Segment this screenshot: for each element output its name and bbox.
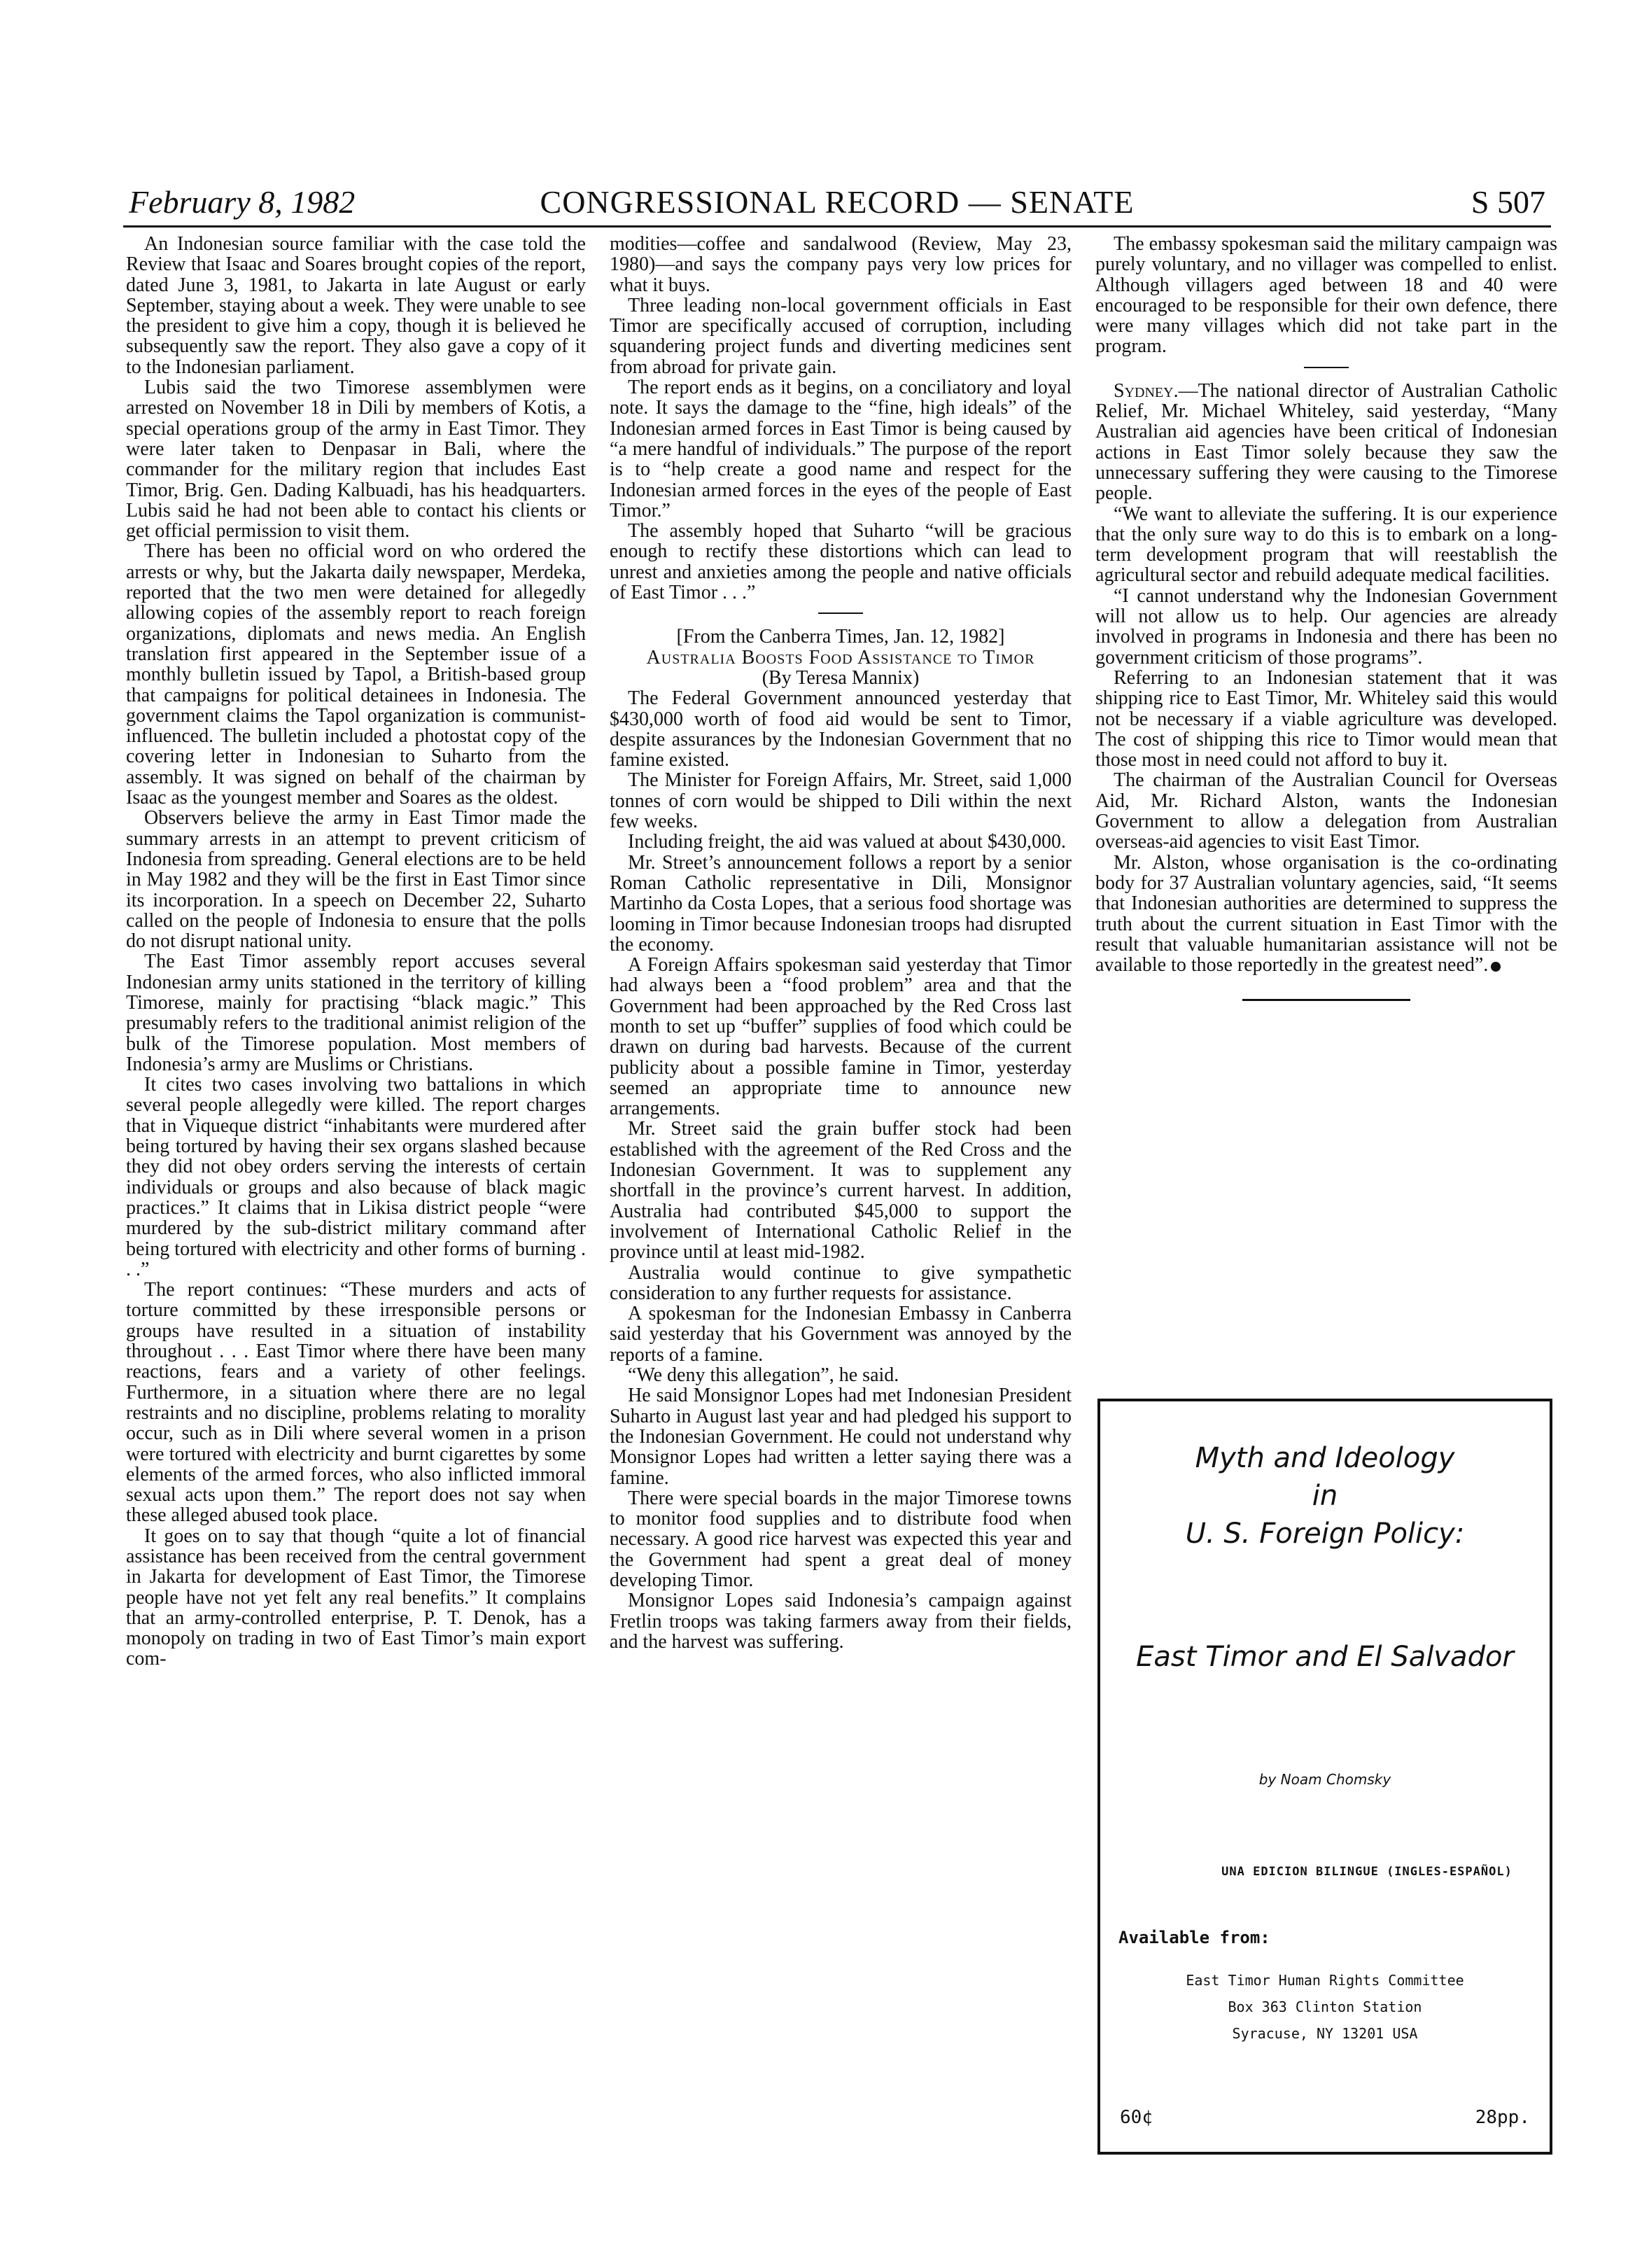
header-date: February 8, 1982	[129, 184, 356, 220]
paragraph: Observers believe the army in East Timor made the summary arrests in an attempt to prevent criticism of Indonesia from spreading. General elections are to be held in May 1982 and they will be the first in East Timor since its incorporation. In a speech on December 22, Suharto called on the people of Indonesia to ensure that the polls do not disrupt national unity.	[126, 807, 586, 953]
ad-subtitle: East Timor and El Salvador	[1136, 1641, 1514, 1673]
paragraph: “We want to alleviate the suffering. It is our experience that the only sure way to do this is to embark on a long-term development program that will reestablish the agricultural sector and rebuild adequate medical facilities.	[1095, 503, 1557, 587]
ad-address-line-2: Box 363 Clinton Station	[1228, 1998, 1422, 2015]
paragraph: An Indonesian source familiar with the case told the Review that Isaac and Soares brought copies of the report, dated June 3, 1981, to Jakarta in late August or early September, staying about a week. They were unable to see the president to give him a copy, though it is believed he subsequently saw the report. They also gave a copy of it to the Indonesian parliament.	[126, 233, 586, 378]
article-headline: Australia Boosts Food Assistance to Timor	[646, 646, 1035, 668]
paragraph: He said Monsignor Lopes had met Indonesian President Suharto in August last year and had pledged his support to the Indonesian Government. He could not understand why Monsignor Lopes had written a letter saying there was a famine.	[610, 1385, 1072, 1489]
paragraph: The chairman of the Australian Council for Overseas Aid, Mr. Richard Alston, wants the Indonesian Government to allow a delegation from Australian overseas-aid agencies to visit East Timor.	[1095, 769, 1557, 853]
paragraph: The report continues: “These murders and acts of torture committed by these irresponsible persons or groups have resulted in a situation of instability throughout . . . East Timor where there have been many reactions, fears and a variety of other feelings. Furthermore, in a situation where there are no legal restraints and no discipline, problems relating to morality occur, such as in Dili where several women in a prison were tortured with electricity and burnt cigarettes by some elements of the armed forces, who also inflicted immoral sexual acts upon them.” The report does not say when these alleged abused took place.	[126, 1279, 586, 1527]
ad-page-count: 28pp.	[1475, 2107, 1530, 2128]
paragraph: Mr. Street said the grain buffer stock had been established with the agreement of the Red Cross and the Indonesian Government. It was to supplement any shortfall in the province’s current harvest. In addition, Australia had contributed $45,000 to support the involvement of International Catholic Relief in the province until at least mid-1982.	[610, 1118, 1072, 1264]
ad-title-line-1: Myth and Ideology	[1195, 1442, 1455, 1474]
section-divider	[818, 612, 863, 614]
paragraph: “I cannot understand why the Indonesian Government will not allow us to help. Our agencies are already involved in programs in Indonesia and there has been no government criticism of those programs”.	[1095, 584, 1557, 668]
paragraph-text: Mr. Alston, whose organisation is the co-ordinating body for 37 Australian voluntary agencies, said, “It seems that Indonesian authorities are determined to suppress the truth about the current situation in East Timor with the result that valuable humanitarian assistance will not be available to those reportedly in the greatest need”.	[1095, 851, 1557, 976]
paragraph: There has been no official word on who ordered the arrests or why, but the Jakarta daily newspaper, Merdeka, reported that the two men were detained for allegedly allowing copies of the assembly report to reach foreign organizations, diplomats and news media. An English translation first appeared in the September issue of a monthly bulletin issued by Tapol, a British-based group that campaigns for political detainees in Indonesia. The government claims the Tapol organization is communist-influenced. The bulletin included a photostat copy of the covering letter in Indonesian to Suharto from the assembly. It was signed on behalf of the chairman by Isaac as the youngest member and Soares as the oldest.	[126, 540, 586, 809]
paragraph: The Federal Government announced yesterday that $430,000 worth of food aid would be sent to Timor, despite assurances by the Indonesian Government that no famine existed.	[610, 687, 1072, 771]
page-header	[123, 183, 1551, 227]
column-2	[610, 234, 1072, 1652]
ad-byline: by Noam Chomsky	[1258, 1771, 1391, 1788]
paragraph-text: —The national director of Australian Catholic Relief, Mr. Michael Whiteley, said yesterday, “Many Australian aid agencies have been critical of Indonesian actions in East Timor solely because they saw the unnecessary suffering they were causing to the Timorese people.	[1095, 379, 1557, 505]
paragraph: A Foreign Affairs spokesman said yesterday that Timor had always been a “food problem” area and that the Government had been approached by the Red Cross last month to set up “buffer” supplies of food which could be drawn on during bad harvests. Because of the current publicity about a possible famine in Timor, yesterday seemed an appropriate time to announce new arrangements.	[610, 954, 1072, 1120]
ad-address-line-3: Syracuse, NY 13201 USA	[1232, 2025, 1418, 2042]
paragraph: A spokesman for the Indonesian Embassy in Canberra said yesterday that his Government was annoyed by the reports of a famine.	[610, 1303, 1072, 1366]
paragraph: Including freight, the aid was valued at about $430,000.	[628, 831, 1066, 853]
paragraph: Monsignor Lopes said Indonesia’s campaign against Fretlin troops was taking farmers away from their fields, and the harvest was suffering.	[610, 1590, 1072, 1653]
ad-title-line-2: in	[1312, 1480, 1338, 1512]
end-bullet-icon	[1491, 962, 1501, 972]
column-3	[1095, 234, 1557, 1001]
ad-title-line-3: U. S. Foreign Policy:	[1185, 1518, 1465, 1550]
book-advertisement	[1097, 1399, 1552, 2155]
dateline: Sydney.	[1114, 379, 1179, 402]
paragraph: The embassy spokesman said the military campaign was purely voluntary, and no villager was compelled to enlist. Although villagers aged between 18 and 40 were encouraged to be responsible for their own defence, there were many villages which did not take part in the program.	[1095, 233, 1557, 358]
header-title: CONGRESSIONAL RECORD — SENATE	[540, 184, 1135, 220]
paragraph: It cites two cases involving two battalions in which several people allegedly were killed. The report charges that in Viqueque district “inhabitants were murdered after being tortured by having their sex organs slashed because they did not obey orders serving the interests of certain individuals or groups and also because of black magic practices.” It claims that in Likisa district people “were murdered by the sub-district military command after being tortured with electricity and other forms of burning . . .”	[126, 1074, 586, 1280]
header-page-number: S 507	[1471, 184, 1545, 220]
paragraph: Lubis said the two Timorese assemblymen were arrested on November 18 in Dili by members of Kotis, a special operations group of the army in East Timor. They were later taken to Denpasar in Bali, where the commander for the military region that includes East Timor, Brig. Gen. Dading Kalbuadi, has his headquarters. Lubis said he had not been able to contact his clients or get official permission to visit them.	[126, 377, 586, 542]
ad-address-line-1: East Timor Human Rights Committee	[1186, 1972, 1464, 1989]
article-source: [From the Canberra Times, Jan. 12, 1982]	[676, 626, 1005, 648]
paragraph	[1095, 853, 1557, 976]
article-byline: (By Teresa Mannix)	[762, 666, 920, 689]
ad-available-from: Available from:	[1118, 1928, 1270, 1947]
ad-price: 60¢	[1120, 2107, 1153, 2128]
paragraph: There were special boards in the major Timorese towns to monitor food supplies and to distribute food when necessary. A good rice harvest was expected this year and the Government had spent a great deal of money developing Timor.	[610, 1487, 1072, 1591]
ad-edition: UNA EDICION BILINGUE (INGLES-ESPAÑOL)	[1221, 1865, 1513, 1879]
paragraph: Referring to an Indonesian statement that it was shipping rice to East Timor, Mr. Whiteley said this would not be necessary if a viable agriculture was developed. The cost of shipping this rice to Timor would mean that those most in need could not afford to buy it.	[1095, 666, 1557, 771]
paragraph: Mr. Street’s announcement follows a report by a senior Roman Catholic representative in Dili, Monsignor Martinho da Costa Lopes, that a serious food shortage was looming in Timor because Indonesian troops had disrupted the economy.	[610, 851, 1072, 955]
paragraph: The assembly hoped that Suharto “will be gracious enough to rectify these distortions which can lead to unrest and anxieties among the people and native officials of East Timor . . .”	[610, 520, 1072, 604]
column-1	[126, 234, 586, 1670]
paragraph: “We deny this allegation”, he said.	[628, 1364, 899, 1387]
paragraph: Australia would continue to give sympathetic consideration to any further requests for assistance.	[610, 1261, 1072, 1304]
paragraph: The report ends as it begins, on a conciliatory and loyal note. It says the damage to the “fine, high ideals” of the Indonesian armed forces in East Timor is being caused by “a mere handful of individuals.” The purpose of the report is to “help create a good name and respect for the Indonesian armed forces in the eyes of the people of East Timor.”	[610, 377, 1072, 522]
paragraph: It goes on to say that though “quite a lot of financial assistance has been received from the central government in Jakarta for development of East Timor, the Timorese people have not yet felt any real benefits.” It complains that an army-controlled enterprise, P. T. Denok, has a monopoly on trading in two of East Timor’s main export com-	[126, 1525, 586, 1670]
paragraph	[1095, 381, 1557, 504]
paragraph: The East Timor assembly report accuses several Indonesian army units stationed in the territory of killing Timorese, mainly for practising “black magic.” This presumably refers to the traditional animist religion of the bulk of the Timorese population. Most members of Indonesia’s army are Muslims or Christians.	[126, 951, 586, 1075]
section-divider	[1304, 367, 1349, 368]
section-divider	[1242, 999, 1410, 1001]
paragraph: Three leading non-local government officials in East Timor are specifically accused of corruption, including squandering project funds and diverting medicines sent from abroad for private gain.	[610, 294, 1072, 378]
paragraph: The Minister for Foreign Affairs, Mr. Street, said 1,000 tonnes of corn would be shipped to Dili within the next few weeks.	[610, 769, 1072, 833]
paragraph: modities—coffee and sandalwood (Review, May 23, 1980)—and says the company pays very low prices for what it buys.	[610, 233, 1072, 296]
